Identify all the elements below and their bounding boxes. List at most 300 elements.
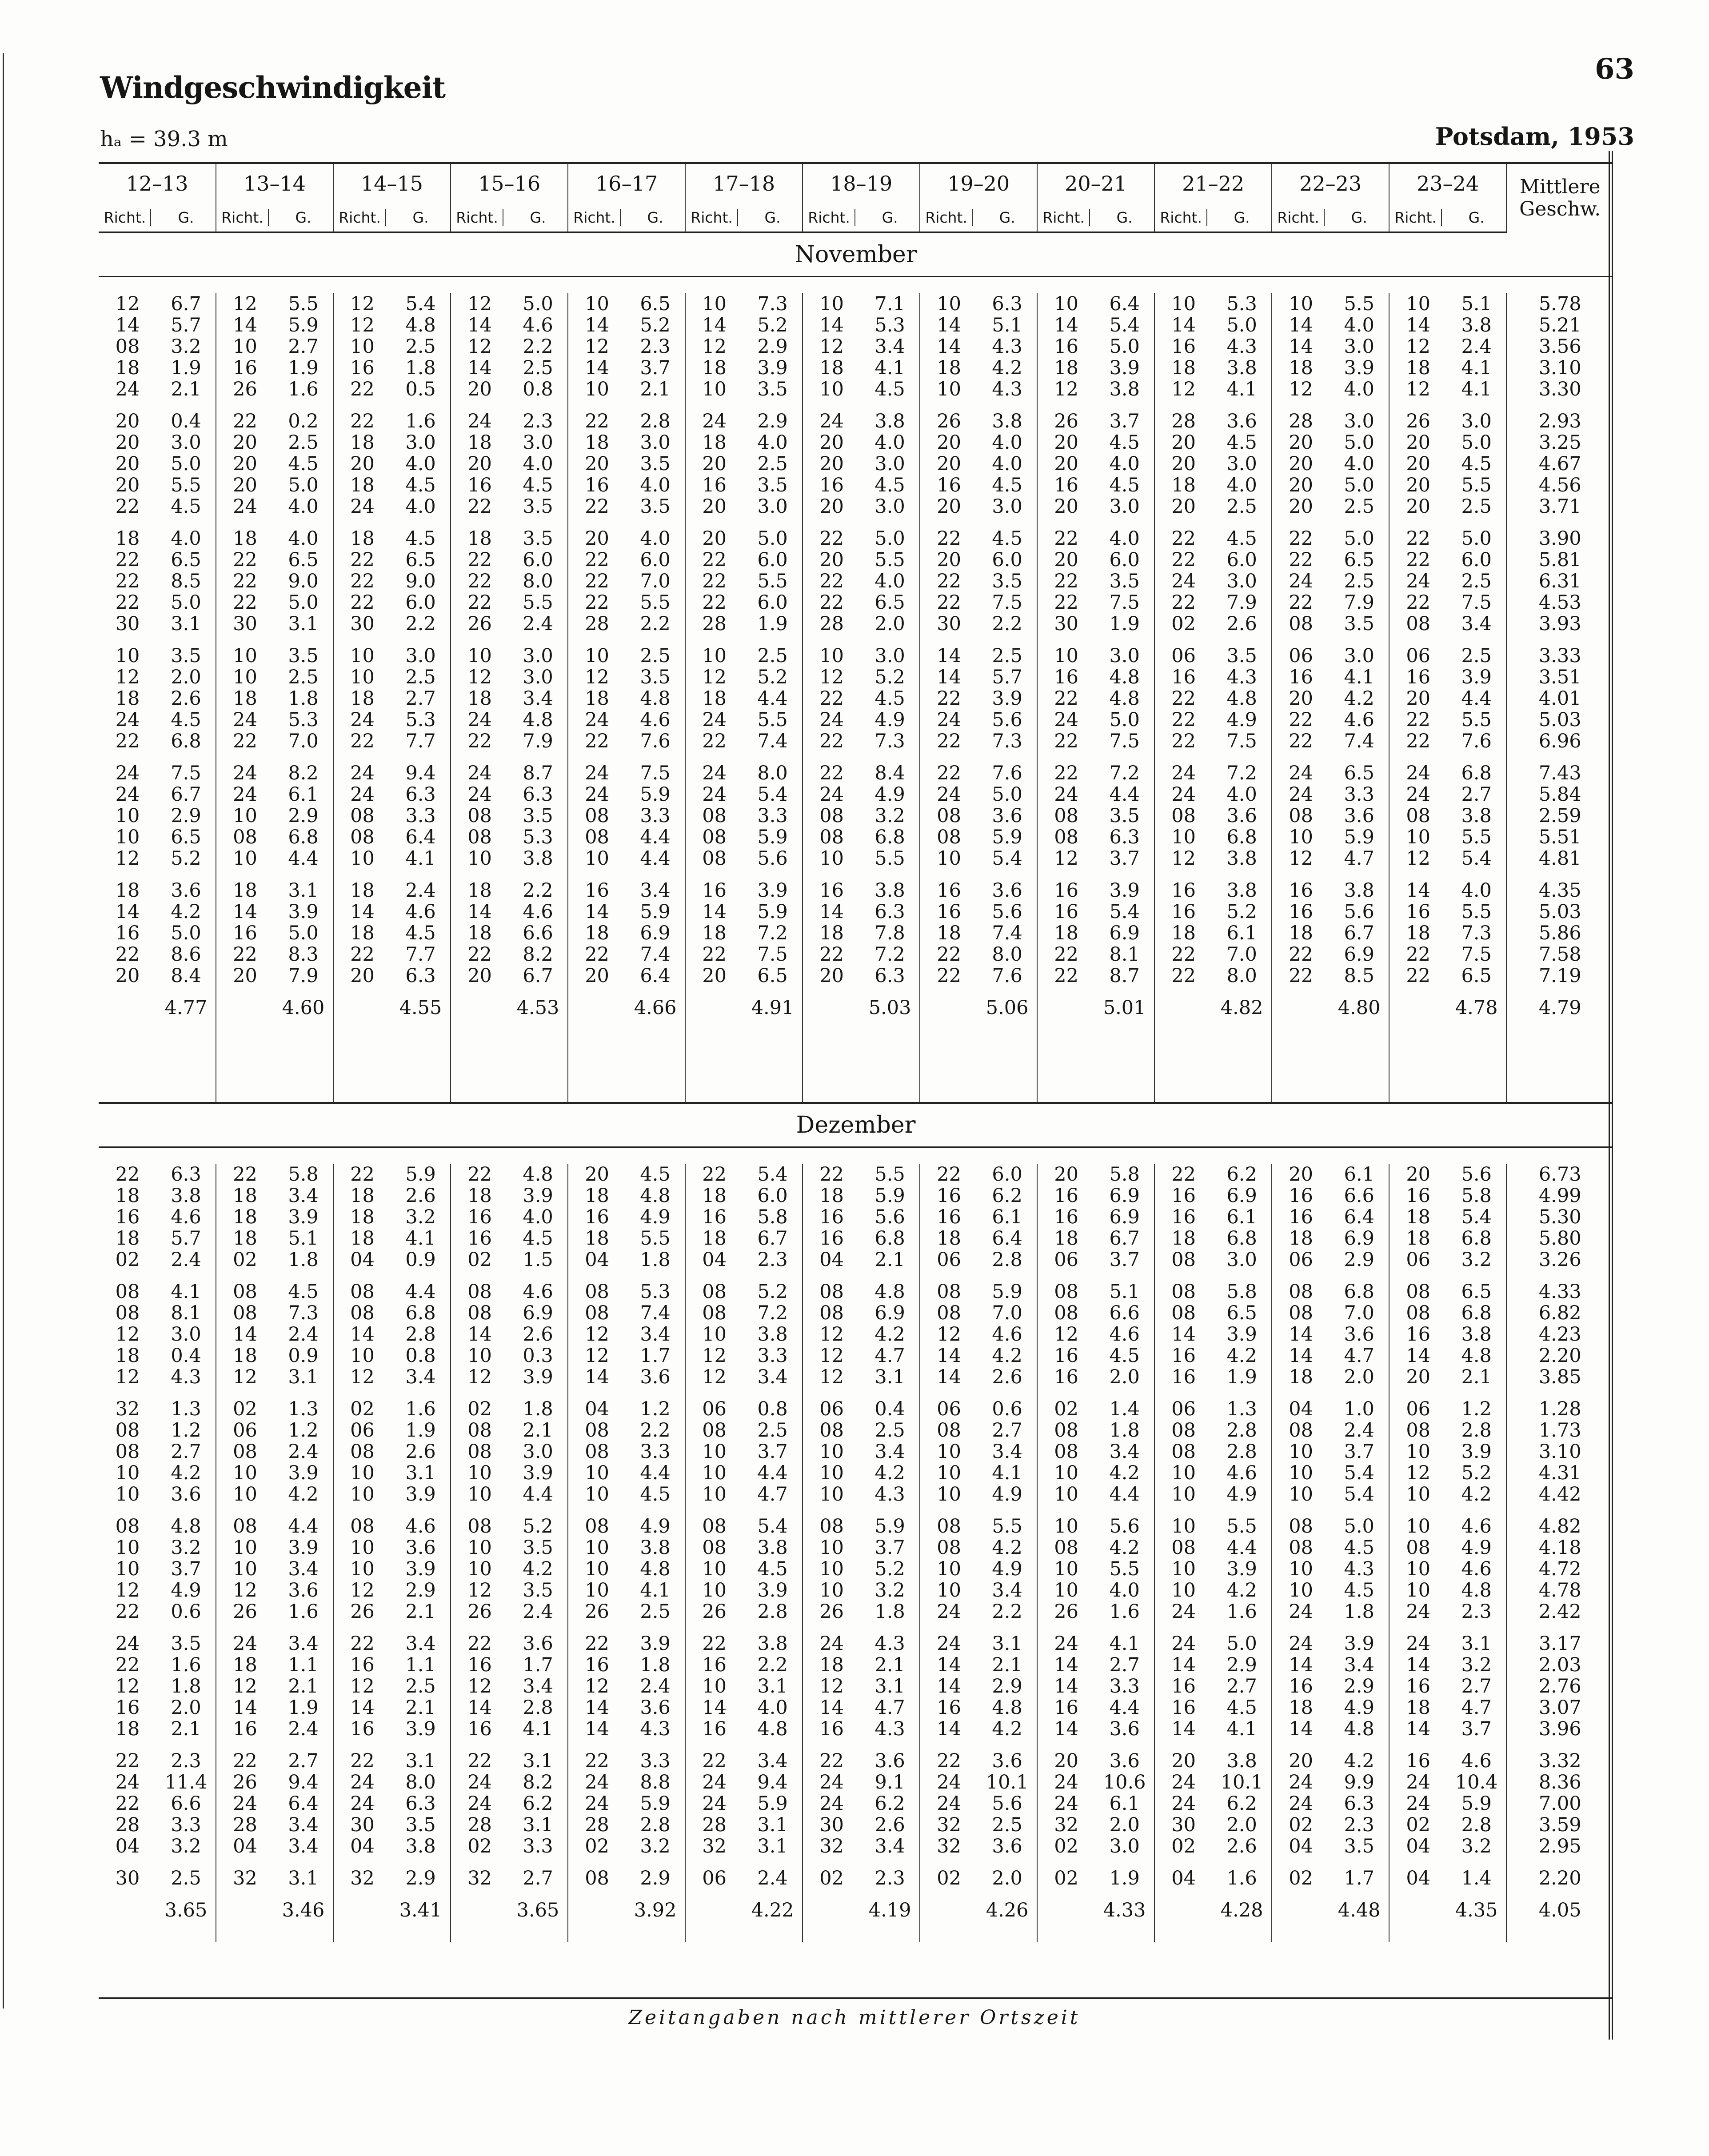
direction-cell: 08 (685, 826, 743, 848)
direction-cell: 10 (803, 848, 860, 869)
direction-cell: 18 (920, 1228, 978, 1249)
direction-cell: 22 (1272, 731, 1330, 752)
direction-cell: 22 (920, 688, 978, 709)
speed-cell: 2.5 (640, 1601, 671, 1623)
speed-cell: 4.0 (1461, 879, 1492, 902)
hour-interval-header: 20–21 (1037, 163, 1154, 203)
direction-cell: 08 (333, 1441, 391, 1462)
direction-cell: 28 (685, 1814, 743, 1836)
speed-cell: 6.5 (171, 826, 201, 848)
speed-cell: 6.5 (405, 549, 436, 571)
direction-cell: 18 (216, 1345, 274, 1366)
daily-mean-cell: 5.84 (1506, 784, 1613, 805)
gap-cell (1389, 1388, 1447, 1398)
direction-subheader-label: Richt. (1394, 209, 1442, 226)
speed-cell: 3.0 (523, 645, 553, 667)
direction-cell: 02 (216, 1249, 274, 1270)
direction-cell: 24 (1037, 784, 1095, 805)
direction-cell: 12 (685, 667, 743, 688)
speed-cell: 2.5 (1461, 495, 1492, 518)
speed-cell: 6.5 (171, 549, 201, 571)
speed-cell: 4.0 (640, 474, 671, 496)
speed-cell: 4.2 (171, 901, 201, 923)
direction-cell: 14 (568, 315, 626, 336)
speed-cell: 4.1 (640, 1579, 671, 1601)
gap-cell (508, 1505, 568, 1516)
direction-cell: 10 (216, 667, 274, 688)
speed-cell: 7.2 (757, 922, 788, 944)
gap-cell (743, 1505, 803, 1516)
speed-cell: 4.8 (1461, 1345, 1492, 1367)
direction-cell: 20 (920, 549, 978, 571)
gap-cell (1330, 1740, 1389, 1750)
direction-cell: 22 (568, 571, 626, 592)
gap-cell (1506, 1857, 1613, 1868)
direction-cell: 12 (115, 293, 140, 315)
direction-cell: 24 (568, 1793, 626, 1814)
day-row (99, 1366, 1613, 1388)
direction-cell: 16 (1037, 1366, 1095, 1388)
speed-cell: 3.2 (1461, 1654, 1492, 1676)
speed-cell: 6.3 (405, 965, 436, 987)
speed-cell: 3.9 (1461, 1441, 1492, 1463)
gap-cell (508, 1622, 568, 1633)
speed-cell: 6.8 (874, 826, 905, 848)
speed-cell: 5.0 (171, 591, 201, 614)
direction-cell: 20 (1037, 549, 1095, 571)
direction-cell: 22 (568, 549, 626, 571)
speed-cell: 4.6 (523, 1281, 553, 1303)
direction-cell: 16 (1389, 667, 1447, 688)
direction-cell: 14 (115, 901, 140, 923)
speed-cell: 3.1 (757, 1814, 788, 1836)
speed-cell: 4.6 (1461, 1558, 1492, 1580)
speed-cell: 7.5 (171, 762, 201, 784)
gap-cell (978, 986, 1037, 997)
speed-cell: 1.9 (757, 613, 788, 635)
speed-cell: 4.5 (171, 495, 201, 518)
day-row (99, 613, 1613, 635)
daily-mean-cell: 4.31 (1506, 1462, 1613, 1484)
speed-cell: 3.6 (1344, 805, 1374, 827)
daily-mean-cell: 1.73 (1506, 1420, 1613, 1441)
gap-cell (508, 635, 568, 645)
day-row (99, 965, 1613, 986)
speed-cell: 5.2 (757, 1281, 788, 1303)
gap-cell (1272, 1889, 1330, 1900)
speed-cell: 2.2 (992, 1601, 1022, 1623)
average-direction-cell (920, 997, 978, 1040)
gap-cell (274, 1857, 333, 1868)
speed-cell: 6.1 (1344, 1163, 1374, 1186)
direction-cell: 28 (1154, 411, 1212, 432)
gap-cell (99, 869, 156, 880)
gap-cell (1447, 1889, 1506, 1900)
direction-cell: 10 (920, 1558, 978, 1580)
direction-cell: 24 (685, 1772, 743, 1793)
gap-cell (216, 400, 274, 411)
direction-cell: 18 (1037, 922, 1095, 944)
hourly-average-cell: 5.01 (1103, 997, 1146, 1019)
direction-cell: 10 (451, 645, 508, 667)
speed-cell: 2.5 (757, 453, 788, 475)
direction-cell: 12 (451, 1676, 508, 1697)
direction-cell: 04 (1389, 1836, 1447, 1857)
speed-cell: 3.9 (1109, 357, 1140, 379)
gap-cell (216, 635, 274, 645)
direction-cell: 30 (1037, 613, 1095, 635)
speed-cell: 3.0 (1226, 1249, 1257, 1271)
direction-cell: 18 (115, 1227, 140, 1250)
speed-cell: 4.1 (171, 1281, 201, 1303)
gap-cell (803, 752, 860, 763)
speed-cell: 4.7 (757, 1483, 788, 1505)
speed-cell: 2.4 (288, 1441, 319, 1463)
daily-mean-cell: 4.67 (1506, 453, 1613, 475)
direction-cell: 22 (1154, 1164, 1212, 1185)
speed-cell: 2.5 (405, 1675, 436, 1697)
speed-cell: 3.5 (757, 378, 788, 400)
direction-cell: 26 (216, 379, 274, 400)
day-row (99, 1868, 1613, 1889)
gap-cell (391, 752, 451, 763)
direction-cell: 20 (115, 431, 140, 454)
speed-cell: 6.6 (171, 1793, 201, 1815)
gap-cell (156, 1505, 216, 1516)
direction-cell: 20 (1037, 1750, 1095, 1772)
speed-cell: 4.5 (640, 1483, 671, 1505)
direction-cell: 06 (1389, 645, 1447, 667)
direction-cell: 10 (685, 1441, 743, 1462)
gap-cell (1095, 752, 1154, 763)
average-direction-cell (451, 1900, 508, 1942)
day-row (99, 763, 1613, 784)
direction-cell: 10 (216, 1484, 274, 1505)
speed-cell: 5.0 (1344, 431, 1374, 454)
speed-cell: 6.2 (523, 1793, 553, 1815)
speed-cell: 5.6 (1109, 1515, 1140, 1537)
direction-cell: 08 (920, 1302, 978, 1324)
gap-cell (391, 1505, 451, 1516)
speed-cell: 6.5 (288, 549, 319, 571)
speed-cell: 7.5 (1461, 943, 1492, 966)
direction-cell: 18 (451, 528, 508, 549)
speed-cell: 3.6 (992, 1750, 1022, 1772)
speed-cell: 2.1 (523, 1419, 553, 1441)
direction-cell: 22 (333, 731, 391, 752)
speed-cell: 3.1 (288, 1867, 319, 1889)
direction-cell: 18 (685, 357, 743, 379)
direction-cell: 16 (803, 880, 860, 901)
average-direction-cell (1154, 997, 1212, 1040)
direction-cell: 22 (920, 1164, 978, 1185)
speed-cell: 3.0 (405, 431, 436, 454)
direction-subheader (1389, 203, 1447, 232)
direction-cell: 28 (568, 1814, 626, 1836)
hourly-average-cell: 4.19 (868, 1899, 911, 1921)
direction-cell: 30 (333, 1814, 391, 1836)
speed-cell: 3.5 (640, 453, 671, 475)
gap-cell (860, 1622, 920, 1633)
gap-cell (568, 1505, 626, 1516)
direction-cell: 14 (685, 901, 743, 922)
speed-cell: 4.5 (1109, 431, 1140, 454)
direction-cell: 22 (803, 944, 860, 965)
daily-mean-cell: 5.78 (1506, 293, 1613, 315)
direction-cell: 14 (451, 901, 508, 922)
direction-cell: 18 (1154, 922, 1212, 944)
direction-cell: 02 (333, 1398, 391, 1420)
speed-cell: 4.4 (1226, 1537, 1257, 1559)
speed-cell: 1.6 (1226, 1867, 1257, 1889)
gap-cell (1330, 517, 1389, 528)
direction-cell: 24 (1389, 763, 1447, 784)
direction-cell: 12 (803, 1676, 860, 1697)
speed-cell: 5.7 (171, 1227, 201, 1250)
gap-cell (743, 1857, 803, 1868)
direction-cell: 16 (216, 357, 274, 379)
direction-cell: 14 (920, 645, 978, 667)
direction-cell: 08 (451, 1302, 508, 1324)
speed-cell: 8.4 (874, 762, 905, 784)
speed-cell: 2.0 (1109, 1366, 1140, 1388)
daily-mean-cell: 3.26 (1506, 1249, 1613, 1270)
speed-cell: 4.2 (992, 1537, 1022, 1559)
separator-cell (99, 1040, 156, 1103)
speed-cell: 5.0 (1226, 314, 1257, 336)
gap-cell (1037, 1505, 1095, 1516)
gap-cell (1037, 1889, 1095, 1900)
direction-cell: 16 (1154, 880, 1212, 901)
speed-cell: 3.7 (1109, 1249, 1140, 1271)
gap-cell (743, 986, 803, 997)
speed-cell: 4.5 (405, 474, 436, 496)
daily-mean-cell: 4.18 (1506, 1537, 1613, 1558)
speed-cell: 3.0 (171, 431, 201, 454)
speed-cell: 3.4 (992, 1441, 1022, 1463)
speed-cell: 5.5 (874, 847, 905, 870)
direction-cell: 06 (1389, 1249, 1447, 1270)
direction-cell: 24 (920, 784, 978, 805)
speed-cell: 6.5 (1461, 1281, 1492, 1303)
speed-cell: 3.4 (640, 1323, 671, 1346)
average-direction-cell (451, 997, 508, 1040)
speed-cell: 4.8 (992, 1697, 1022, 1719)
day-row (99, 475, 1613, 496)
gap-cell (156, 1857, 216, 1868)
hourly-average-cell: 4.55 (399, 997, 442, 1019)
direction-cell: 10 (115, 1558, 140, 1580)
speed-cell: 5.9 (757, 826, 788, 848)
direction-subheader-label: Richt. (456, 209, 503, 226)
speed-cell: 2.4 (405, 879, 436, 902)
direction-cell: 16 (568, 880, 626, 901)
speed-cell: 3.6 (1226, 805, 1257, 827)
speed-cell: 2.0 (171, 1697, 201, 1719)
gap-cell (274, 1505, 333, 1516)
speed-cell: 5.8 (1226, 1281, 1257, 1303)
direction-cell: 24 (685, 709, 743, 731)
gap-cell (99, 1505, 156, 1516)
speed-cell: 4.9 (640, 1206, 671, 1228)
speed-cell: 3.5 (1109, 805, 1140, 827)
speed-cell: 3.7 (1109, 410, 1140, 432)
speed-cell: 6.7 (1109, 1227, 1140, 1250)
gap-cell (803, 1740, 860, 1750)
direction-cell: 10 (216, 1462, 274, 1484)
speed-cell: 5.0 (757, 527, 788, 550)
speed-cell: 5.5 (1461, 709, 1492, 731)
speed-cell: 2.3 (1344, 1814, 1374, 1836)
speed-cell: 4.8 (1109, 687, 1140, 710)
direction-cell: 22 (216, 731, 274, 752)
speed-cell: 4.9 (1226, 709, 1257, 731)
direction-cell: 24 (216, 763, 274, 784)
average-direction-cell (1037, 1900, 1095, 1942)
gap-cell (1212, 869, 1272, 880)
direction-cell: 18 (568, 1228, 626, 1249)
direction-cell: 16 (1154, 1206, 1212, 1228)
direction-cell: 14 (216, 1697, 274, 1718)
gap-cell (860, 869, 920, 880)
direction-cell: 20 (451, 453, 508, 475)
gap-cell (860, 1857, 920, 1868)
speed-cell: 3.0 (1109, 645, 1140, 667)
direction-cell: 22 (333, 1633, 391, 1654)
direction-cell: 16 (1037, 1206, 1095, 1228)
direction-cell: 10 (1037, 1484, 1095, 1505)
day-row (99, 1484, 1613, 1505)
speed-cell: 5.5 (640, 591, 671, 614)
direction-cell: 14 (1272, 1345, 1330, 1366)
direction-cell: 12 (685, 336, 743, 357)
direction-cell: 22 (115, 1163, 140, 1186)
hour-interval-header: 19–20 (920, 163, 1037, 203)
speed-cell: 3.5 (171, 645, 201, 667)
speed-cell: 5.5 (1461, 826, 1492, 848)
speed-cell: 3.9 (405, 1718, 436, 1740)
direction-cell: 22 (216, 1164, 274, 1185)
direction-cell: 22 (115, 591, 140, 614)
speed-cell: 3.1 (405, 1750, 436, 1772)
direction-cell: 02 (568, 1836, 626, 1857)
speed-cell: 0.9 (288, 1345, 319, 1367)
direction-cell: 22 (568, 731, 626, 752)
direction-cell: 20 (216, 965, 274, 986)
gap-cell (391, 1622, 451, 1633)
direction-cell: 22 (920, 1750, 978, 1772)
direction-cell: 20 (1389, 475, 1447, 496)
hourly-average-cell: 4.66 (634, 997, 677, 1019)
speed-cell: 2.1 (874, 1654, 905, 1676)
speed-cell: 5.2 (757, 314, 788, 336)
daily-mean-cell: 4.01 (1506, 688, 1613, 709)
speed-cell: 3.9 (288, 901, 319, 923)
direction-cell: 24 (920, 709, 978, 731)
gap-cell (860, 1505, 920, 1516)
direction-cell: 16 (685, 1654, 743, 1676)
speed-cell: 6.1 (1226, 1206, 1257, 1228)
speed-cell: 4.6 (523, 314, 553, 336)
speed-cell: 4.8 (523, 1163, 553, 1186)
direction-cell: 08 (568, 1281, 626, 1302)
direction-cell: 16 (1272, 1676, 1330, 1697)
direction-cell: 22 (920, 763, 978, 784)
gap-cell (743, 752, 803, 763)
direction-cell: 24 (803, 1772, 860, 1793)
gap-cell (1212, 1740, 1272, 1750)
speed-cell: 4.4 (288, 1515, 319, 1537)
direction-cell: 20 (1272, 432, 1330, 453)
speed-cell: 4.6 (1226, 1462, 1257, 1484)
direction-cell: 08 (333, 1516, 391, 1537)
average-direction-cell (216, 997, 274, 1040)
group-gap-row (99, 1740, 1613, 1750)
speed-cell: 3.8 (1461, 314, 1492, 336)
direction-cell: 22 (451, 592, 508, 613)
direction-cell: 22 (115, 549, 140, 571)
speed-cell: 3.8 (874, 410, 905, 432)
direction-cell: 22 (333, 411, 391, 432)
direction-cell: 22 (1272, 709, 1330, 731)
daily-mean-cell: 5.80 (1506, 1228, 1613, 1249)
group-gap-row (99, 400, 1613, 411)
direction-cell: 16 (803, 475, 860, 496)
gap-cell (508, 1857, 568, 1868)
gap-cell (568, 1388, 626, 1398)
speed-cell: 4.0 (288, 495, 319, 518)
speed-cell: 6.3 (992, 293, 1022, 315)
direction-cell: 16 (451, 1718, 508, 1740)
direction-cell: 08 (803, 826, 860, 848)
speed-cell: 4.5 (405, 527, 436, 550)
speed-cell: 4.8 (1226, 687, 1257, 710)
direction-cell: 22 (1154, 944, 1212, 965)
direction-cell: 14 (1154, 1654, 1212, 1676)
speed-cell: 7.5 (1226, 730, 1257, 752)
direction-cell: 22 (1037, 731, 1095, 752)
speed-cell: 3.4 (874, 1441, 905, 1463)
gap-cell (1330, 1857, 1389, 1868)
direction-cell: 20 (451, 379, 508, 400)
direction-cell: 26 (333, 1601, 391, 1622)
spacer-row (99, 277, 1613, 294)
gap-cell (508, 517, 568, 528)
gap-cell (568, 869, 626, 880)
gap-cell (1212, 1505, 1272, 1516)
monthly-average-row (99, 997, 1613, 1040)
speed-cell: 4.5 (1226, 527, 1257, 550)
speed-cell: 3.4 (1344, 1654, 1374, 1676)
direction-cell: 14 (1037, 1654, 1095, 1676)
speed-cell: 3.8 (1109, 378, 1140, 400)
gap-cell (1330, 635, 1389, 645)
day-row (99, 357, 1613, 379)
speed-cell: 6.1 (992, 1206, 1022, 1228)
speed-cell: 3.6 (288, 1579, 319, 1601)
speed-cell: 3.8 (757, 1323, 788, 1346)
page-number: 63 (1594, 52, 1634, 86)
direction-cell: 12 (333, 1580, 391, 1601)
direction-cell: 22 (803, 1164, 860, 1185)
speed-cell: 4.5 (1109, 474, 1140, 496)
speed-cell: 2.2 (405, 613, 436, 635)
speed-cell: 8.8 (640, 1771, 671, 1793)
direction-cell: 18 (1154, 1228, 1212, 1249)
speed-cell: 5.7 (992, 666, 1022, 688)
daily-mean-cell: 2.95 (1506, 1836, 1613, 1857)
direction-cell: 22 (216, 944, 274, 965)
